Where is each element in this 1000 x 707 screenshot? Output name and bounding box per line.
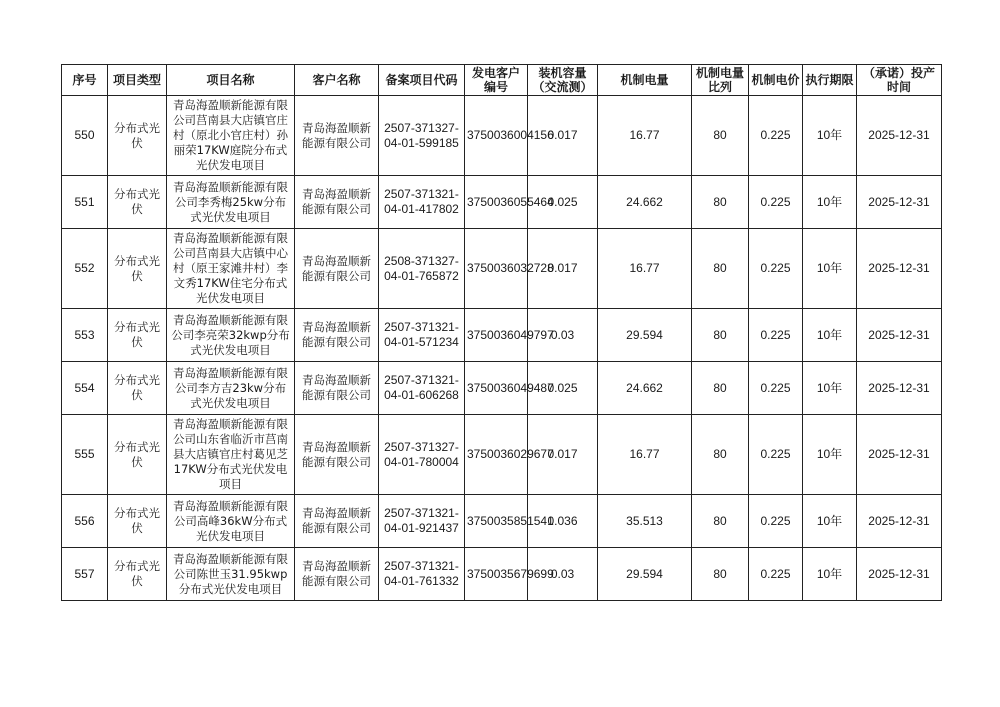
customer-name: 青岛海盈顺新能源有限公司 xyxy=(295,229,379,309)
header-cell: 备案项目代码 xyxy=(379,65,465,96)
project-type: 分布式光伏 xyxy=(108,309,167,362)
filing-code: 2507-371321-04-01-571234 xyxy=(379,309,465,362)
mechanism-energy-ratio: 80 xyxy=(692,309,749,362)
table-row xyxy=(62,96,942,176)
mechanism-energy-ratio: 80 xyxy=(692,176,749,229)
execution-term: 10年 xyxy=(803,495,857,548)
mechanism-price: 0.225 xyxy=(749,415,803,495)
execution-term: 10年 xyxy=(803,548,857,601)
mechanism-price: 0.225 xyxy=(749,96,803,176)
mechanism-price: 0.225 xyxy=(749,176,803,229)
filing-code: 2507-371327-04-01-780004 xyxy=(379,415,465,495)
row-number: 550 xyxy=(62,96,108,176)
project-name: 青岛海盈顺新能源有限公司莒南县大店镇中心村（原王家滩井村）李文秀17KW住宅分布式光伏发电项目 xyxy=(167,229,295,309)
project-name: 青岛海盈顺新能源有限公司山东省临沂市莒南县大店镇官庄村葛见芝17KW分布式光伏发电项目 xyxy=(167,415,295,495)
commissioning-date: 2025-12-31 xyxy=(857,548,942,601)
project-type: 分布式光伏 xyxy=(108,495,167,548)
execution-term: 10年 xyxy=(803,309,857,362)
mechanism-energy: 16.77 xyxy=(598,96,692,176)
installed-capacity: 0.025 xyxy=(528,176,598,229)
customer-account: 3750036004156 xyxy=(465,96,528,176)
row-number: 556 xyxy=(62,495,108,548)
project-type: 分布式光伏 xyxy=(108,415,167,495)
header-cell: 项目名称 xyxy=(167,65,295,96)
table-row xyxy=(62,548,942,601)
table-row xyxy=(62,309,942,362)
customer-name: 青岛海盈顺新能源有限公司 xyxy=(295,548,379,601)
mechanism-energy: 16.77 xyxy=(598,415,692,495)
execution-term: 10年 xyxy=(803,176,857,229)
execution-term: 10年 xyxy=(803,229,857,309)
project-type: 分布式光伏 xyxy=(108,96,167,176)
row-number: 552 xyxy=(62,229,108,309)
installed-capacity: 0.03 xyxy=(528,548,598,601)
table-row xyxy=(62,229,942,309)
installed-capacity: 0.017 xyxy=(528,96,598,176)
mechanism-energy-ratio: 80 xyxy=(692,548,749,601)
customer-name: 青岛海盈顺新能源有限公司 xyxy=(295,96,379,176)
mechanism-energy: 29.594 xyxy=(598,548,692,601)
header-cell: 机制电价 xyxy=(749,65,803,96)
execution-term: 10年 xyxy=(803,96,857,176)
header-cell: 机制电量比列 xyxy=(692,65,749,96)
mechanism-price: 0.225 xyxy=(749,495,803,548)
row-number: 554 xyxy=(62,362,108,415)
mechanism-energy: 16.77 xyxy=(598,229,692,309)
customer-name: 青岛海盈顺新能源有限公司 xyxy=(295,415,379,495)
mechanism-price: 0.225 xyxy=(749,548,803,601)
table-row xyxy=(62,495,942,548)
project-name: 青岛海盈顺新能源有限公司陈世玉31.95kwp分布式光伏发电项目 xyxy=(167,548,295,601)
customer-account: 3750036049487 xyxy=(465,362,528,415)
customer-account: 3750036049797 xyxy=(465,309,528,362)
mechanism-price: 0.225 xyxy=(749,362,803,415)
mechanism-energy: 24.662 xyxy=(598,176,692,229)
installed-capacity: 0.025 xyxy=(528,362,598,415)
filing-code: 2507-371321-04-01-606268 xyxy=(379,362,465,415)
filing-code: 2508-371327-04-01-765872 xyxy=(379,229,465,309)
customer-account: 3750036032728 xyxy=(465,229,528,309)
header-row xyxy=(62,65,942,96)
project-name: 青岛海盈顺新能源有限公司高峰36kW分布式光伏发电项目 xyxy=(167,495,295,548)
customer-account: 3750036055464 xyxy=(465,176,528,229)
commissioning-date: 2025-12-31 xyxy=(857,415,942,495)
customer-name: 青岛海盈顺新能源有限公司 xyxy=(295,495,379,548)
header-cell: 项目类型 xyxy=(108,65,167,96)
installed-capacity: 0.017 xyxy=(528,415,598,495)
customer-name: 青岛海盈顺新能源有限公司 xyxy=(295,309,379,362)
filing-code: 2507-371321-04-01-417802 xyxy=(379,176,465,229)
table-row xyxy=(62,415,942,495)
customer-account: 3750036029677 xyxy=(465,415,528,495)
mechanism-price: 0.225 xyxy=(749,229,803,309)
customer-account: 3750035679699 xyxy=(465,548,528,601)
header-cell: 装机容量（交流测） xyxy=(528,65,598,96)
mechanism-energy: 35.513 xyxy=(598,495,692,548)
mechanism-energy-ratio: 80 xyxy=(692,229,749,309)
execution-term: 10年 xyxy=(803,362,857,415)
project-type: 分布式光伏 xyxy=(108,229,167,309)
filing-code: 2507-371321-04-01-761332 xyxy=(379,548,465,601)
installed-capacity: 0.036 xyxy=(528,495,598,548)
project-name: 青岛海盈顺新能源有限公司莒南县大店镇官庄村（原北小官庄村）孙丽荣17KW庭院分布式光伏发电项目 xyxy=(167,96,295,176)
installed-capacity: 0.03 xyxy=(528,309,598,362)
commissioning-date: 2025-12-31 xyxy=(857,176,942,229)
filing-code: 2507-371327-04-01-599185 xyxy=(379,96,465,176)
project-name: 青岛海盈顺新能源有限公司李方吉23kw分布式光伏发电项目 xyxy=(167,362,295,415)
filing-code: 2507-371321-04-01-921437 xyxy=(379,495,465,548)
mechanism-energy: 29.594 xyxy=(598,309,692,362)
mechanism-energy-ratio: 80 xyxy=(692,495,749,548)
row-number: 557 xyxy=(62,548,108,601)
mechanism-energy: 24.662 xyxy=(598,362,692,415)
mechanism-energy-ratio: 80 xyxy=(692,415,749,495)
project-type: 分布式光伏 xyxy=(108,362,167,415)
commissioning-date: 2025-12-31 xyxy=(857,495,942,548)
customer-name: 青岛海盈顺新能源有限公司 xyxy=(295,362,379,415)
mechanism-energy-ratio: 80 xyxy=(692,362,749,415)
table-row xyxy=(62,176,942,229)
customer-name: 青岛海盈顺新能源有限公司 xyxy=(295,176,379,229)
commissioning-date: 2025-12-31 xyxy=(857,362,942,415)
project-name: 青岛海盈顺新能源有限公司李亮荣32kwp分布式光伏发电项目 xyxy=(167,309,295,362)
header-cell: （承诺）投产时间 xyxy=(857,65,942,96)
table-row xyxy=(62,362,942,415)
commissioning-date: 2025-12-31 xyxy=(857,309,942,362)
header-cell: 机制电量 xyxy=(598,65,692,96)
project-name: 青岛海盈顺新能源有限公司李秀梅25kw分布式光伏发电项目 xyxy=(167,176,295,229)
mechanism-price: 0.225 xyxy=(749,309,803,362)
installed-capacity: 0.017 xyxy=(528,229,598,309)
commissioning-date: 2025-12-31 xyxy=(857,229,942,309)
projects-table xyxy=(61,64,942,601)
commissioning-date: 2025-12-31 xyxy=(857,96,942,176)
row-number: 553 xyxy=(62,309,108,362)
mechanism-energy-ratio: 80 xyxy=(692,96,749,176)
customer-account: 3750035851541 xyxy=(465,495,528,548)
project-type: 分布式光伏 xyxy=(108,176,167,229)
execution-term: 10年 xyxy=(803,415,857,495)
header-cell: 执行期限 xyxy=(803,65,857,96)
header-cell: 客户名称 xyxy=(295,65,379,96)
header-cell: 序号 xyxy=(62,65,108,96)
row-number: 555 xyxy=(62,415,108,495)
row-number: 551 xyxy=(62,176,108,229)
project-type: 分布式光伏 xyxy=(108,548,167,601)
header-cell: 发电客户编号 xyxy=(465,65,528,96)
